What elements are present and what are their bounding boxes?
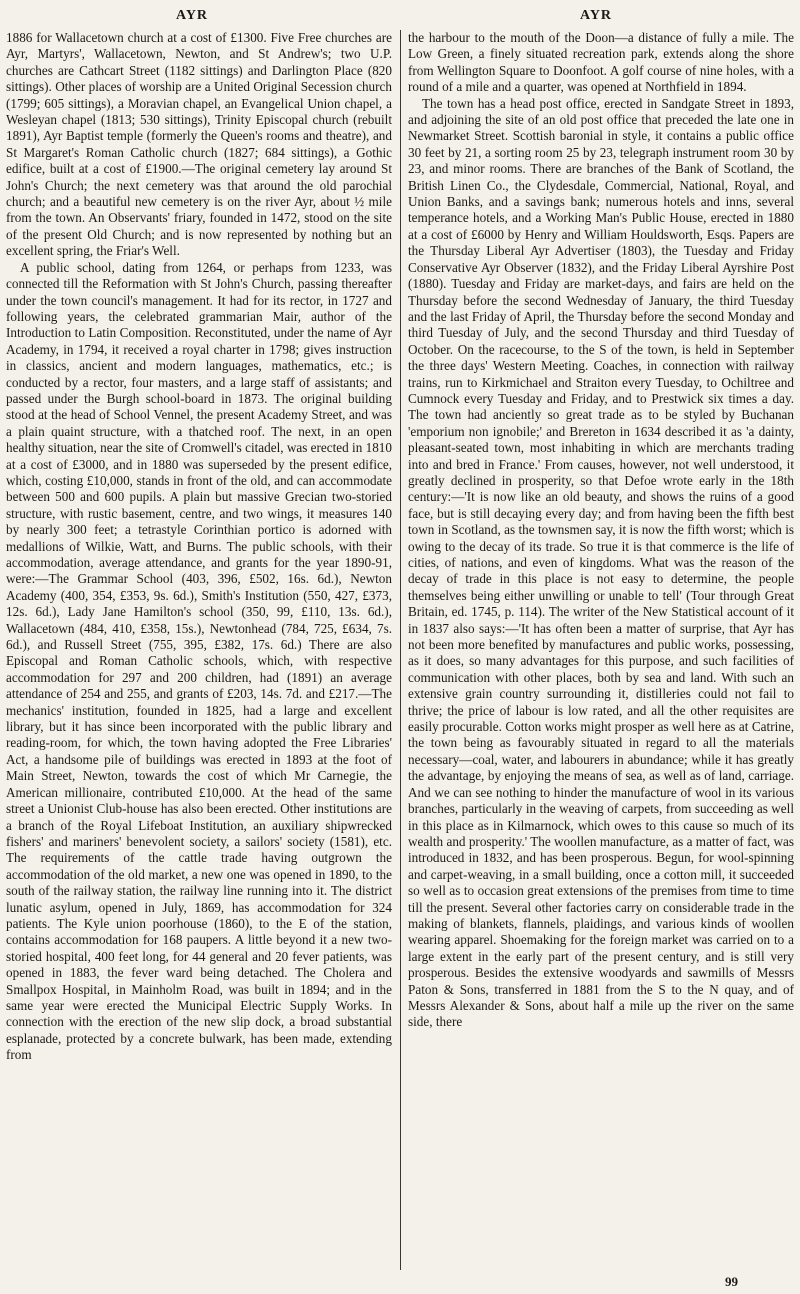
paragraph: 1886 for Wallacetown church at a cost of £1300. Five Free churches are Ayr, Martyrs', Wallacetown, Newton, and St Andrew's; two U.P. churches are Cathcart Street (1182 sittings) and Darlington Place (820 sittings). Other places of worship are a United Original Secession church (1799; 605 sittings), a Moravian chapel, an Evangelical Union chapel, a Wesleyan chapel (1813; 530 sittings), Trinity Episcopal church (rebuilt 1891), Ayr Baptist temple (formerly the Queen's rooms and theatre), and St Margaret's Roman Catholic church (1827; 684 sittings), a Gothic edifice, built at a cost of £1900.—The original cemetery lay around St John's Church; the next cemetery was that around the old parochial church; and a beautiful new cemetery is on the river Ayr, about ½ mile from the town. An Observants' friary, founded in 1472, stood on the site of the present Old Church; and is now represented by nothing but an excellent spring, the Friar's Well. (6, 30, 392, 259)
left-column (6, 30, 392, 1270)
paragraph: A public school, dating from 1264, or perhaps from 1233, was connected till the Reformation with St John's Church, passing thereafter under the town council's management. It had for its rector, in 1727 and following years, the celebrated grammarian Mair, author of the Introduction to Latin Composition. Reconstituted, under the name of Ayr Academy, in 1794, it received a royal charter in 1798; gives instruction in classics, ancient and modern languages, mathematics, etc.; is conducted by a rector, four masters, and a large staff of assistants; and passed under the Burgh school-board in 1873. The original building stood at the head of School Vennel, the present Academy Street, and was a plain quaint structure, with a thatched roof. The next, in an open healthy situation, near the site of Cromwell's citadel, was erected in 1810 at a cost of £3000, and in 1880 was superseded by the present edifice, which, costing £10,000, stands in front of the old, and can accommodate between 500 and 600 pupils. A plain but massive Grecian two-storied structure, with rustic basement, centre, and two wings, it measures 140 by nearly 300 feet; a tetrastyle Corinthian portico is adorned with medallions of Wilkie, Watt, and Burns. The public schools, with their accommodation, average attendance, and grants for the year 1890-91, were:—The Grammar School (403, 396, £502, 16s. 6d.), Newton Academy (400, 354, £353, 9s. 6d.), Smith's Institution (550, 427, £373, 12s. 6d.), Lady Jane Hamilton's school (350, 99, £110, 13s. 6d.), Wallacetown (484, 410, £358, 15s.), Newtonhead (784, 725, £634, 7s. 6d.), and Russell Street (755, 395, £382, 17s. 6d.) There are also Episcopal and Roman Catholic schools, which, with respective accommodation for 297 and 200 children, had (1891) an average attendance of 254 and 255, and grants of £203, 14s. 7d. and £217.—The mechanics' institution, founded in 1825, had a large and excellent library, but it has since been incorporated with the public library and reading-room, for which, the town having adopted the Free Libraries' Act, a handsome pile of buildings was erected in 1893 at the foot of Main Street, Newton, towards the cost of which Mr Carnegie, the American millionaire, contributed £10,000. At the head of the same street a Unionist Club-house has also been erected. Other institutions are a branch of the Royal Lifeboat Institution, an auxiliary shipwrecked fishers' and mariners' benevolent society, a sailors' society (1581), etc. The requirements of the cattle trade having outgrown the accommodation of the old market, a new one was opened in 1890, to the south of the railway station, the railway line running into it. The district lunatic asylum, opened in July, 1869, has accommodation for 324 patients. The Kyle union poorhouse (1860), to the E of the station, contains accommodation for 168 paupers. A little beyond it a new two-storied hospital, 400 feet long, for 44 general and 20 fever patients, was opened in 1883, the fever ward being detached. The Cholera and Smallpox Hospital, in Mainholm Road, was built in 1894; and in the same year were erected the Municipal Electric Supply Works. In connection with the erection of the new slip dock, a broad substantial esplanade, protected by a concrete bulwark, has been made, extending from (6, 259, 392, 1063)
running-head-right: AYR (580, 8, 613, 23)
column-divider (400, 30, 401, 1270)
right-column (408, 30, 794, 1270)
paragraph: The town has a head post office, erected in Sandgate Street in 1893, and adjoining the site of an old post office that preceded the late one in Newmarket Street. Scottish baronial in style, it contains a public office 30 feet by 21, a sorting room 25 by 23, telegraph instrument room 30 by 23, and minor rooms. There are branches of the Bank of Scotland, the British Linen Co., the Clydesdale, Commercial, National, Royal, and Union Banks, and a savings bank; numerous hotels and inns, several temperance hotels, and a Working Man's Public House, erected in 1880 at a cost of £6000 by Henry and William Houldsworth, Esqs. Papers are the Thursday Liberal Ayr Advertiser (1803), the Tuesday and Friday Conservative Ayr Observer (1832), and the Friday Liberal Ayrshire Post (1880). Tuesday and Friday are market-days, and fairs are held on the Thursday before the second Wednesday of January, the third Tuesday and the last Friday of April, the Thursday before the second Monday and third Tuesday of July, and the second Thursday and third Tuesday of October. On the racecourse, to the S of the town, is held in September the three days' Western Meeting. Coaches, in connection with railway trains, run to Kirkmichael and Straiton every Tuesday, to Ochiltree and Cumnock every Tuesday and Friday, and to Prestwick six times a day. The town had anciently so great trade as to be styled by Buchanan 'emporium non ignobile;' and Brereton in 1634 described it as 'a dainty, pleasant-seated town, most inhabiting in which are merchants trading into and bred in France.' From causes, however, not well understood, it greatly declined in prosperity, so that Defoe wrote early in the 18th century:—'It is now like an old beauty, and shows the ruins of a good face, but is still decaying every day; and from having been the fifth best town in Scotland, as the townsmen say, it is now the fifth worst; which is owing to the decay of its trade. So true it is that commerce is the life of cities, of nations, and even of kingdoms. What was the reason of the decay of trade in this place is not easy to determine, the people themselves being either unwilling or unable to tell' (Tour through Great Britain, ed. 1745, p. 114). The writer of the New Statistical account of it in 1837 also says:—'It has often been a matter of surprise, that Ayr has not been more benefited by manufactures and public works, possessing, as it does, so many advantages for this purpose, and such facilities of communication with other places, both by sea and land. With such an extensive grain country surrounding it, distilleries could not fail to thrive; the price of labour is low rated, and all the other requisites are easily procurable. Cotton works might prosper as well here as at Catrine, the town being as favourably situated in regard to all the materials necessary—coal, water, and labourers in abundance; while it has greatly the advantage, by enjoying the means of sea, as well as of land, carriage. And we can see nothing to hinder the manufacture of wool in its various branches, particularly in the weaving of carpets, from succeeding as well in this place as in Kilmarnock, which owes to this cause so much of its wealth and prosperity.' The woollen manufacture, as a matter of fact, was introduced in 1832, and has been prosperous. Begun, for wool-spinning and carpet-weaving, in a small building, once a cotton mill, it succeeded so well as to occasion great extensions of the premises from time to time till the present. Several other factories carry on considerable trade in the making of blankets, flannels, plaidings, and various kinds of woollen wearing apparel. Shoemaking for the foreign market was carried on to a large extent in the early part of the present century, and is still very prosperous. Besides the extensive woodyards and sawmills of Messrs Paton & Sons, transferred in 1881 from the S to the N quay, and of Messrs Alexander & Sons, about half a mile up the river on the same side, there (408, 95, 794, 1030)
running-header (0, 8, 800, 30)
running-head-left: AYR (176, 8, 209, 23)
paragraph: the harbour to the mouth of the Doon—a distance of fully a mile. The Low Green, a finely situated recreation park, extends along the shore from Wellington Square to Doonfoot. A golf course of nine holes, with a round of a mile and a quarter, was opened at Northfield in 1894. (408, 30, 794, 95)
page-number: 99 (725, 1274, 738, 1289)
